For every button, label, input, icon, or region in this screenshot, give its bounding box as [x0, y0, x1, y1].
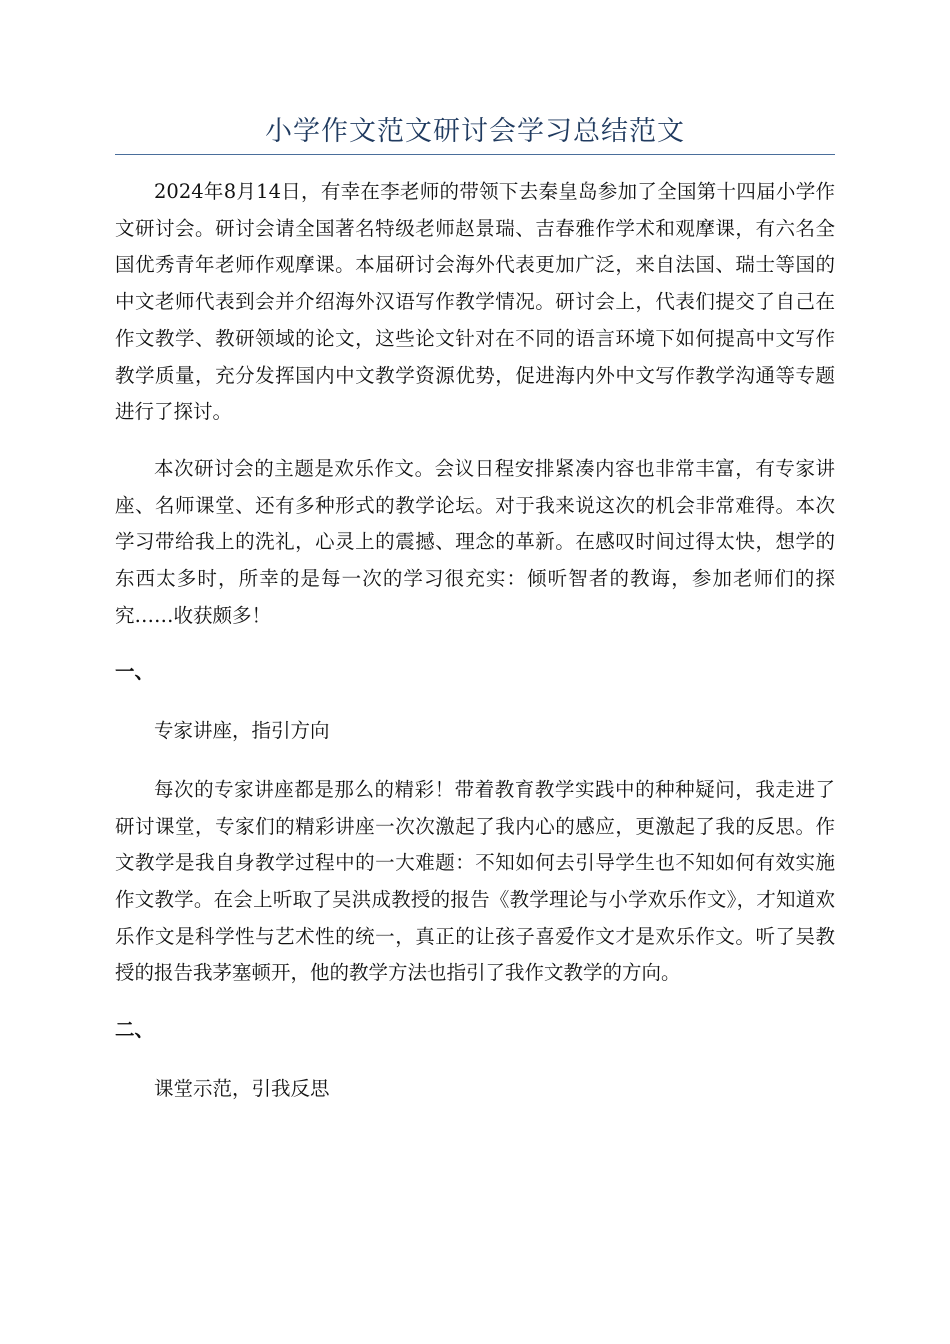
title-underline — [115, 154, 835, 155]
intro-paragraph: 2024年8月14日，有幸在李老师的带领下去秦皇岛参加了全国第十四届小学作文研讨会。研讨会请全国著名特级老师赵景瑞、吉春雅作学术和观摩课，有六名全国优秀青年老师作观摩课。本届研讨会海外代表更加广泛，来自法国、瑞士等国的中文老师代表到会并介绍海外汉语写作教学情况。研讨会上，代表们提交了自己在作文教学、教研领域的论文，这些论文针对在不同的语言环境下如何提高中文写作教学质量，充分发挥国内中文教学资源优势，促进海内外中文写作教学沟通等专题进行了探讨。 — [115, 180, 835, 424]
theme-paragraph: 本次研讨会的主题是欢乐作文。会议日程安排紧凑内容也非常丰富，有专家讲座、名师课堂、还有多种形式的教学论坛。对于我来说这次的机会非常难得。本次学习带给我上的洗礼，心灵上的震撼、理念的革新。在感叹时间过得太快，想学的东西太多时，所幸的是每一次的学习很充实：倾听智者的教诲，参加老师们的探究……收获颇多！ — [115, 456, 835, 627]
document-title: 小学作文范文研讨会学习总结范文 — [265, 116, 685, 147]
document-body — [115, 174, 835, 1129]
section-2-heading: 二、 — [115, 1018, 155, 1042]
section-1-heading: 一、 — [115, 660, 155, 684]
section-1-body: 每次的专家讲座都是那么的精彩！带着教育教学实践中的种种疑问，我走进了研讨课堂，专家们的精彩讲座一次次激起了我内心的感应，更激起了我的反思。作文教学是我自身教学过程中的一大难题：不知如何去引导学生也不知如何有效实施作文教学。在会上听取了吴洪成教授的报告《教学理论与小学欢乐作文》，才知道欢乐作文是科学性与艺术性的统一，真正的让孩子喜爱作文才是欢乐作文。听了吴教授的报告我茅塞顿开，他的教学方法也指引了我作文教学的方向。 — [115, 777, 835, 985]
section-2-subtitle: 课堂示范，引我反思 — [154, 1076, 330, 1100]
section-1-subtitle: 专家讲座，指引方向 — [154, 719, 330, 743]
